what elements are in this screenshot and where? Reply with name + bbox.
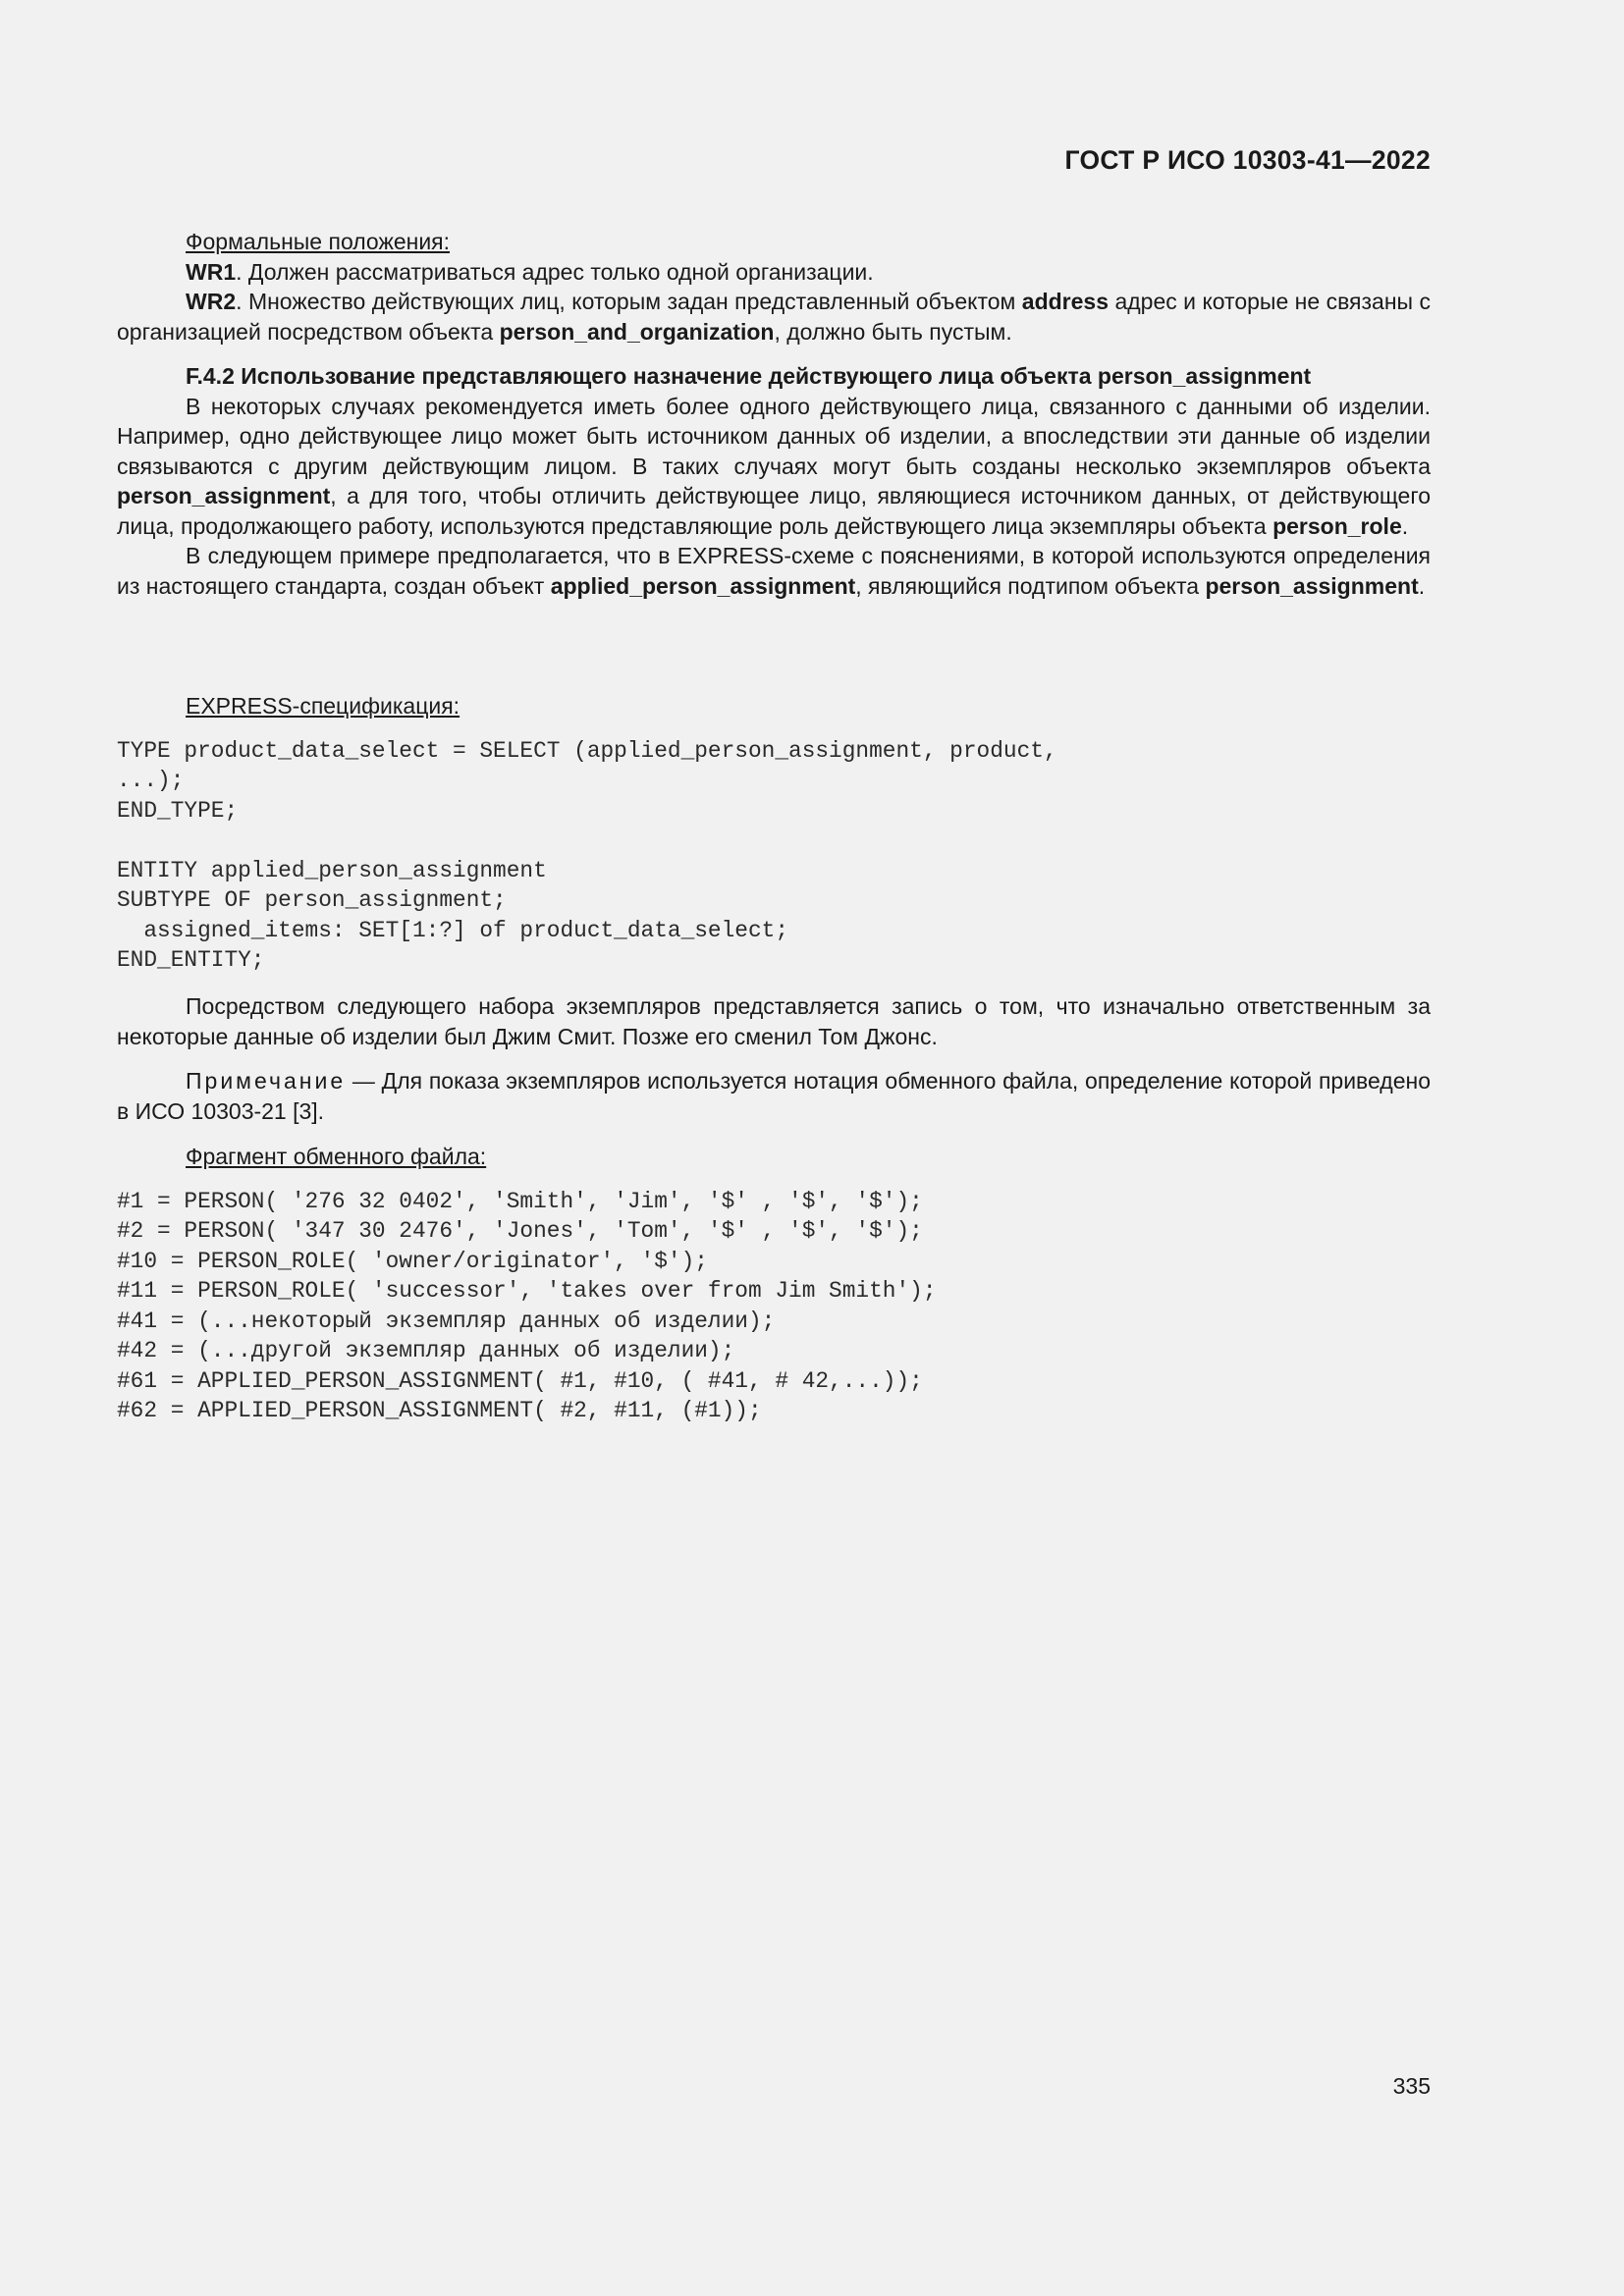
note-text: — Для показа экземпляров используется нотация обменного файла, определение которой приведено в ИСО 10303-21 [3]. (117, 1068, 1431, 1124)
wr1-rule (117, 257, 1431, 288)
exchange-title: Фрагмент обменного файла: (186, 1144, 487, 1169)
term-person-role: person_role (1272, 512, 1402, 539)
wr2-label: WR2 (186, 289, 237, 314)
paragraph-2 (117, 541, 1431, 601)
wr1-text: . Должен рассматриваться адрес только одной организации. (236, 258, 874, 285)
paragraph-3: Посредством следующего набора экземпляров представляется запись о том, что изначально ответственным за некоторые данные об изделии был Джим Смит. Позже его сменил Том Джонс. (117, 993, 1431, 1049)
wr1-label: WR1 (186, 258, 237, 285)
wr2-term-person-and-organization: person_and_organization (499, 318, 775, 345)
express-spec (117, 691, 1431, 976)
wr2-text: . Множество действующих лиц, которым задан представленный объектом (236, 289, 1022, 314)
term-person-assignment: person_assignment (117, 483, 331, 508)
wr2-text: , должно быть пустым. (774, 318, 1012, 345)
page-number: 335 (1392, 2073, 1431, 2099)
paragraph-text: В следующем примере предполагается, что в EXPRESS-схеме с пояснениями, в которой используются определения из настоящего стандарта, создан объект (117, 543, 1431, 599)
paragraph-text: . (1418, 572, 1426, 599)
paragraph-1 (117, 392, 1431, 542)
note (117, 1066, 1431, 1126)
formal-title: Формальные положения: (186, 229, 451, 254)
section-f42 (117, 361, 1431, 601)
wr2-rule (117, 287, 1431, 347)
term-applied-person-assignment: applied_person_assignment (550, 572, 856, 599)
document-header: ГОСТ Р ИСО 10303-41—2022 (1064, 145, 1431, 175)
express-code: TYPE product_data_select = SELECT (applied_person_assignment, product, ...); END_TYPE; ENTITY applied_person_assignment SUBTYPE OF person_assignment; assigned_items: SET[1:?] of product_data_select; END_ENTITY; (117, 737, 1057, 973)
exchange-code: #1 = PERSON( '276 32 0402', 'Smith', 'Jim', '$' , '$', '$'); #2 = PERSON( '347 30 2476', 'Jones', 'Tom', '$' , '$', '$'); #10 = PERSON_ROLE( 'owner/originator', '$'); #11 = PERSON_ROLE( 'successor', 'takes over from Jim Smith'); #41 = (...некоторый экземпляр данных об изделии); #42 = (...другой экземпляр данных об изделии); #61 = APPLIED_PERSON_ASSIGNMENT( #1, #10, ( #41, # 42,...)); #62 = APPLIED_PERSON_ASSIGNMENT( #2, #11, (#1)); (117, 1188, 937, 1423)
wr2-term-address: address (1021, 289, 1110, 314)
paragraph-text: , являющийся подтипом объекта (855, 572, 1206, 599)
section-heading: F.4.2 Использование представляющего назначение действующего лица объекта person_assignment (186, 363, 1312, 389)
express-title: EXPRESS-спецификация: (186, 693, 460, 719)
wr2-text: адрес и которые не связаны с организацией посредством объекта (117, 289, 1431, 345)
instance-description (117, 991, 1431, 1126)
paragraph-text: , а для того, чтобы отличить действующее лицо, являющиеся источником данных, от действующего лица, продолжающего работу, используются представляющие роль действующего лица экземпляры объекта (117, 483, 1431, 539)
term-person-assignment: person_assignment (1205, 572, 1419, 599)
exchange-fragment (117, 1142, 1431, 1426)
paragraph-text: . (1401, 512, 1409, 539)
note-label: Примечание (186, 1068, 347, 1094)
paragraph-text: В некоторых случаях рекомендуется иметь более одного действующего лица, связанного с данными об изделии. Например, одно действующее лицо может быть источником данных об изделии, а впоследствии эти данные об изделии связываются с другим действующим лицом. В таких случаях могут быть созданы несколько экземпляров объекта (117, 393, 1431, 479)
formal-provisions (117, 227, 1431, 347)
